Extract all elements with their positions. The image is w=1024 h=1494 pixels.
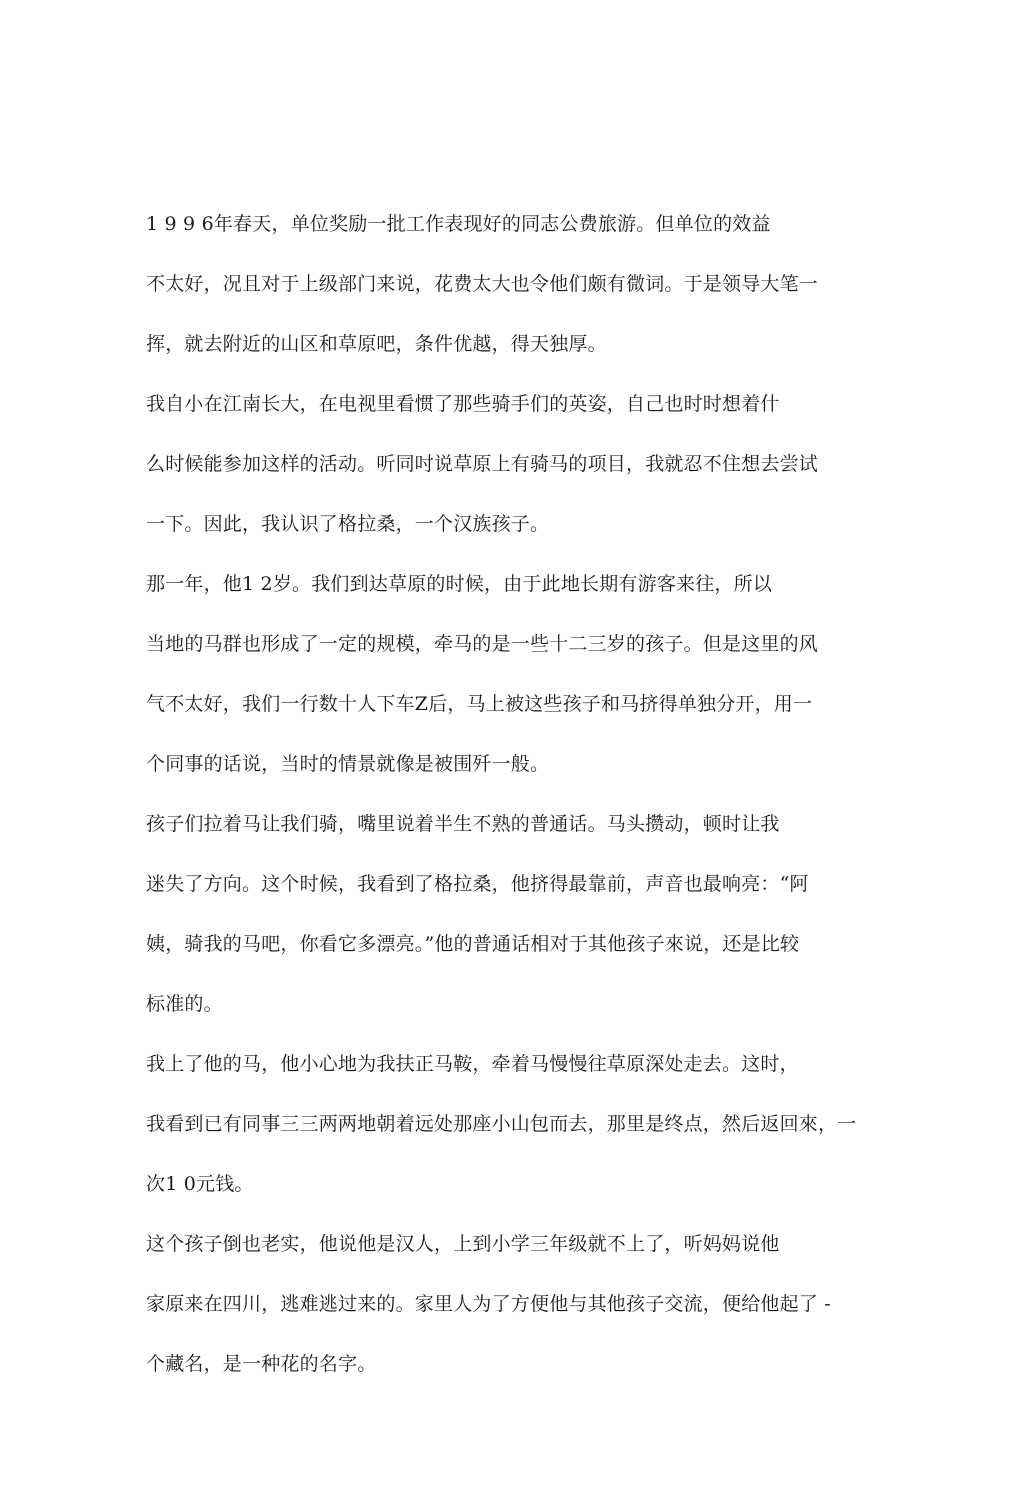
text-line: 个藏名，是一种花的名字。 (146, 1353, 377, 1375)
text-line: 标准的。 (146, 993, 223, 1015)
text-line: 那一年，他1 2岁。我们到达草原的时候，由于此地长期有游客来往，所以 (146, 573, 773, 595)
text-line: 孩子们拉着马让我们骑，嘴里说着半生不熟的普通话。马头攒动，顿时让我 (146, 813, 780, 835)
text-line: 么时候能参加这样的活动。听同吋说草原上有骑马的项目，我就忍不住想去尝试 (146, 453, 819, 475)
text-line: 个同事的话说，当时的情景就像是被围歼一般。 (146, 753, 550, 775)
text-line: 我看到已有同事三三两两地朝着远处那座小山包而去，那里是终点，然后返回來，一 (146, 1113, 857, 1135)
article-body (146, 205, 886, 1405)
text-line: 1 9 9 6年春天，单位奖励一批工作表现好的同志公费旅游。但单位的效益 (146, 213, 771, 235)
text-line: 姨，骑我的马吧，你看它多漂亮。”他的普通话相对于其他孩子來说，还是比较 (146, 933, 800, 955)
text-line: 我上了他的马，他小心地为我扶正马鞍，牵着马慢慢往草原深处走去。这时， (146, 1053, 799, 1075)
text-line: 一下。因此，我认识了格拉桑，一个汉族孩子。 (146, 513, 550, 535)
text-line: 不太好，况且对于上级部门来说，花费太大也令他们颇有微词。于是领导大笔一 (146, 273, 819, 295)
text-line: 这个孩子倒也老实，他说他是汉人，上到小学三年级就不上了，听妈妈说他 (146, 1233, 780, 1255)
text-line: 次1 0元钱。 (146, 1173, 254, 1195)
text-line: 挥，就去附近的山区和草原吧，条件优越，得天独厚。 (146, 333, 607, 355)
text-line: 我自小在江南长大，在电视里看惯了那些骑手们的英姿，自己也时时想着什 (146, 393, 780, 415)
text-line: 当地的马群也形成了一定的规模，牵马的是一些十二三岁的孩子。但是这里的风 (146, 633, 819, 655)
text-line: 家原来在四川，逃难逃过来的。家里人为了方便他与其他孩子交流，便给他起了 - (146, 1293, 831, 1315)
text-line: 迷失了方向。这个时候，我看到了格拉桑，他挤得最靠前，声音也最响亮：“阿 (146, 873, 809, 895)
text-line: 气不太好，我们一行数十人下车Z后，马上被这些孩子和马挤得单独分开，用一 (146, 693, 813, 715)
